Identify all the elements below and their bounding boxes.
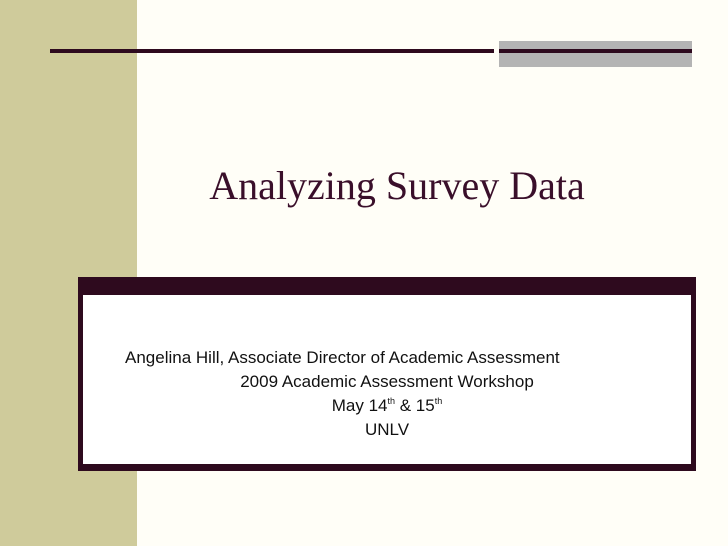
top-right-accent-bar [499,41,692,67]
date-superscript-1: th [387,396,396,406]
presenter-line: Angelina Hill, Associate Director of Academic Assessment [125,348,560,367]
date-line [83,394,691,418]
top-horizontal-rule [50,49,494,53]
subtitle-frame [78,277,696,471]
subtitle-content [83,295,691,464]
date-joiner: & 15 [395,396,435,415]
slide-title: Analyzing Survey Data [209,163,585,208]
event-line: 2009 Academic Assessment Workshop [240,372,534,391]
date-superscript-2: th [434,396,443,406]
institution-line: UNLV [364,420,410,439]
date-month: May 14 [331,396,388,415]
